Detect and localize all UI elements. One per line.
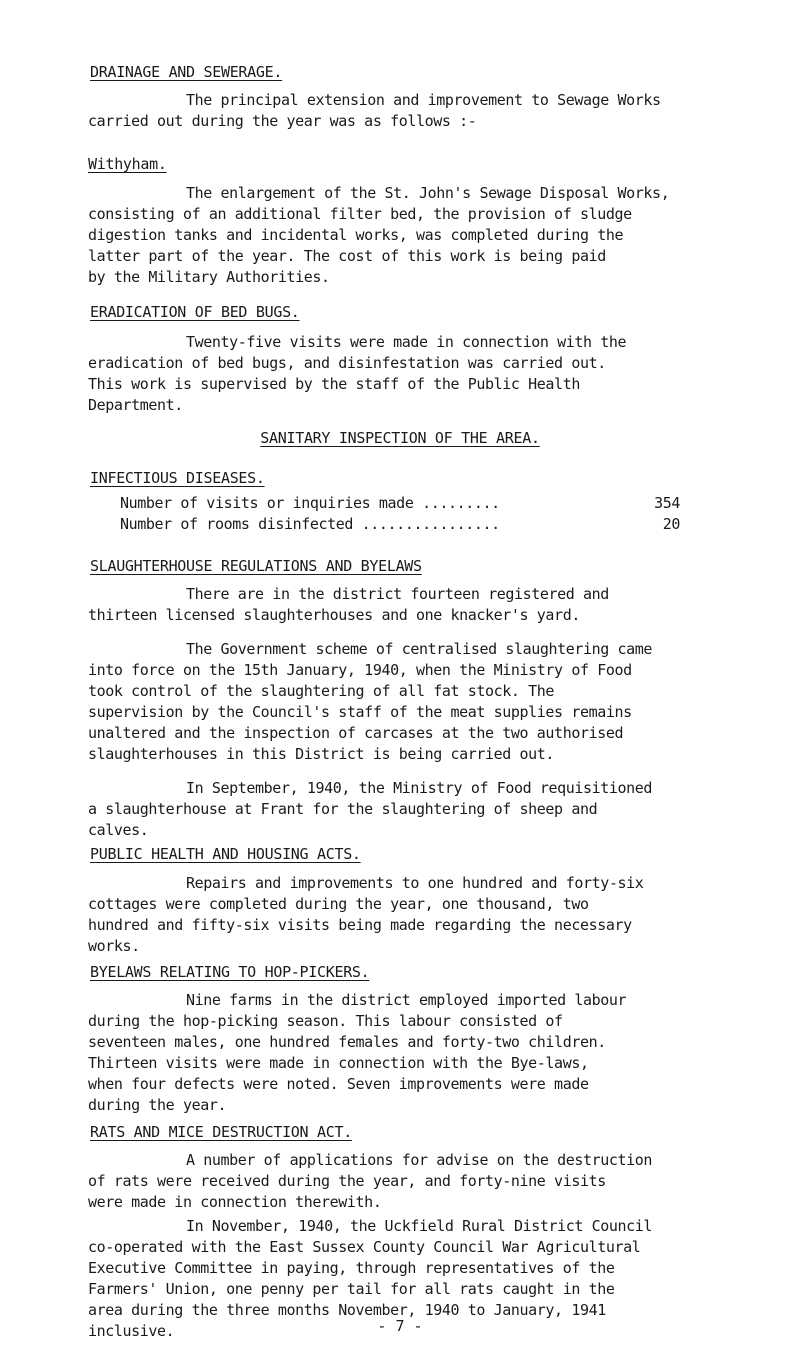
hop-heading: BYELAWS RELATING TO HOP-PICKERS. [90, 963, 370, 981]
visits-value: 354 [654, 494, 680, 512]
slaughter-p1: There are in the district fourteen registered and thirteen licensed slaughterhouses and one knacker's yard. [88, 585, 609, 624]
rats-p1: A number of applications for advise on the destruction of rats were received during the year, and forty-nine visits were made in connection therewith. [88, 1151, 653, 1211]
slaughter-heading: SLAUGHTERHOUSE REGULATIONS AND BYELAWS [90, 557, 422, 575]
visits-row [120, 493, 680, 514]
page-number: - 7 - [377, 1317, 423, 1335]
rats-heading: RATS AND MICE DESTRUCTION ACT. [90, 1123, 352, 1141]
drainage-intro: The principal extension and improvement to Sewage Works carried out during the year was as follows :- [88, 91, 661, 130]
drainage-body: The enlargement of the St. John's Sewage Disposal Works, consisting of an additional filter bed, the provision of sludge digestion tanks and incidental works, was completed during the latter part of the year. The cost of this work is being paid by the Military Authorities. [88, 184, 670, 286]
slaughter-p3: In September, 1940, the Ministry of Food requisitioned a slaughterhouse at Frant for the slaughtering of sheep and calves. [88, 779, 653, 839]
housing-body: Repairs and improvements to one hundred and forty-six cottages were completed during the year, one thousand, two hundred and fifty-six visits being made regarding the necessary works. [88, 874, 644, 955]
withyham-subheading: Withyham. [88, 155, 167, 173]
bed-bugs-body: Twenty-five visits were made in connection with the eradication of bed bugs, and disinfestation was carried out. This work is supervised by the staff of the Public Health Department. [88, 333, 627, 414]
sanitary-heading: SANITARY INSPECTION OF THE AREA. [260, 429, 540, 447]
rooms-row [120, 514, 680, 535]
housing-heading: PUBLIC HEALTH AND HOUSING ACTS. [90, 845, 361, 863]
rats-p2: In November, 1940, the Uckfield Rural District Council co-operated with the East Sussex County Council War Agricultural Executive Committee in paying, through representatives of the Farmers' Union, one penny per tail for all rats caught in the area during the three months November, 1940 to January, 1941 inclusive. [88, 1217, 653, 1340]
drainage-heading: DRAINAGE AND SEWERAGE. [90, 63, 283, 81]
visits-label: Number of visits or inquiries made ......... [120, 494, 500, 512]
slaughter-p2: The Government scheme of centralised slaughtering came into force on the 15th January, 1940, when the Ministry of Food took control of the slaughtering of all fat stock. The supervision by the Council's staff of the meat supplies remains unaltered and the inspection of carcases at the two authorised slaughterhouses in this District is being carried out. [88, 640, 653, 763]
rooms-label: Number of rooms disinfected ................ [120, 515, 500, 533]
hop-body: Nine farms in the district employed imported labour during the hop-picking season. This labour consisted of seventeen males, one hundred females and forty-two children. Thirteen visits were made in connection with the Bye-laws, when four defects were noted. Seven improvements were made during the year. [88, 991, 627, 1114]
bed-bugs-heading: ERADICATION OF BED BUGS. [90, 303, 300, 321]
rooms-value: 20 [662, 515, 680, 533]
infectious-heading: INFECTIOUS DISEASES. [90, 469, 265, 487]
